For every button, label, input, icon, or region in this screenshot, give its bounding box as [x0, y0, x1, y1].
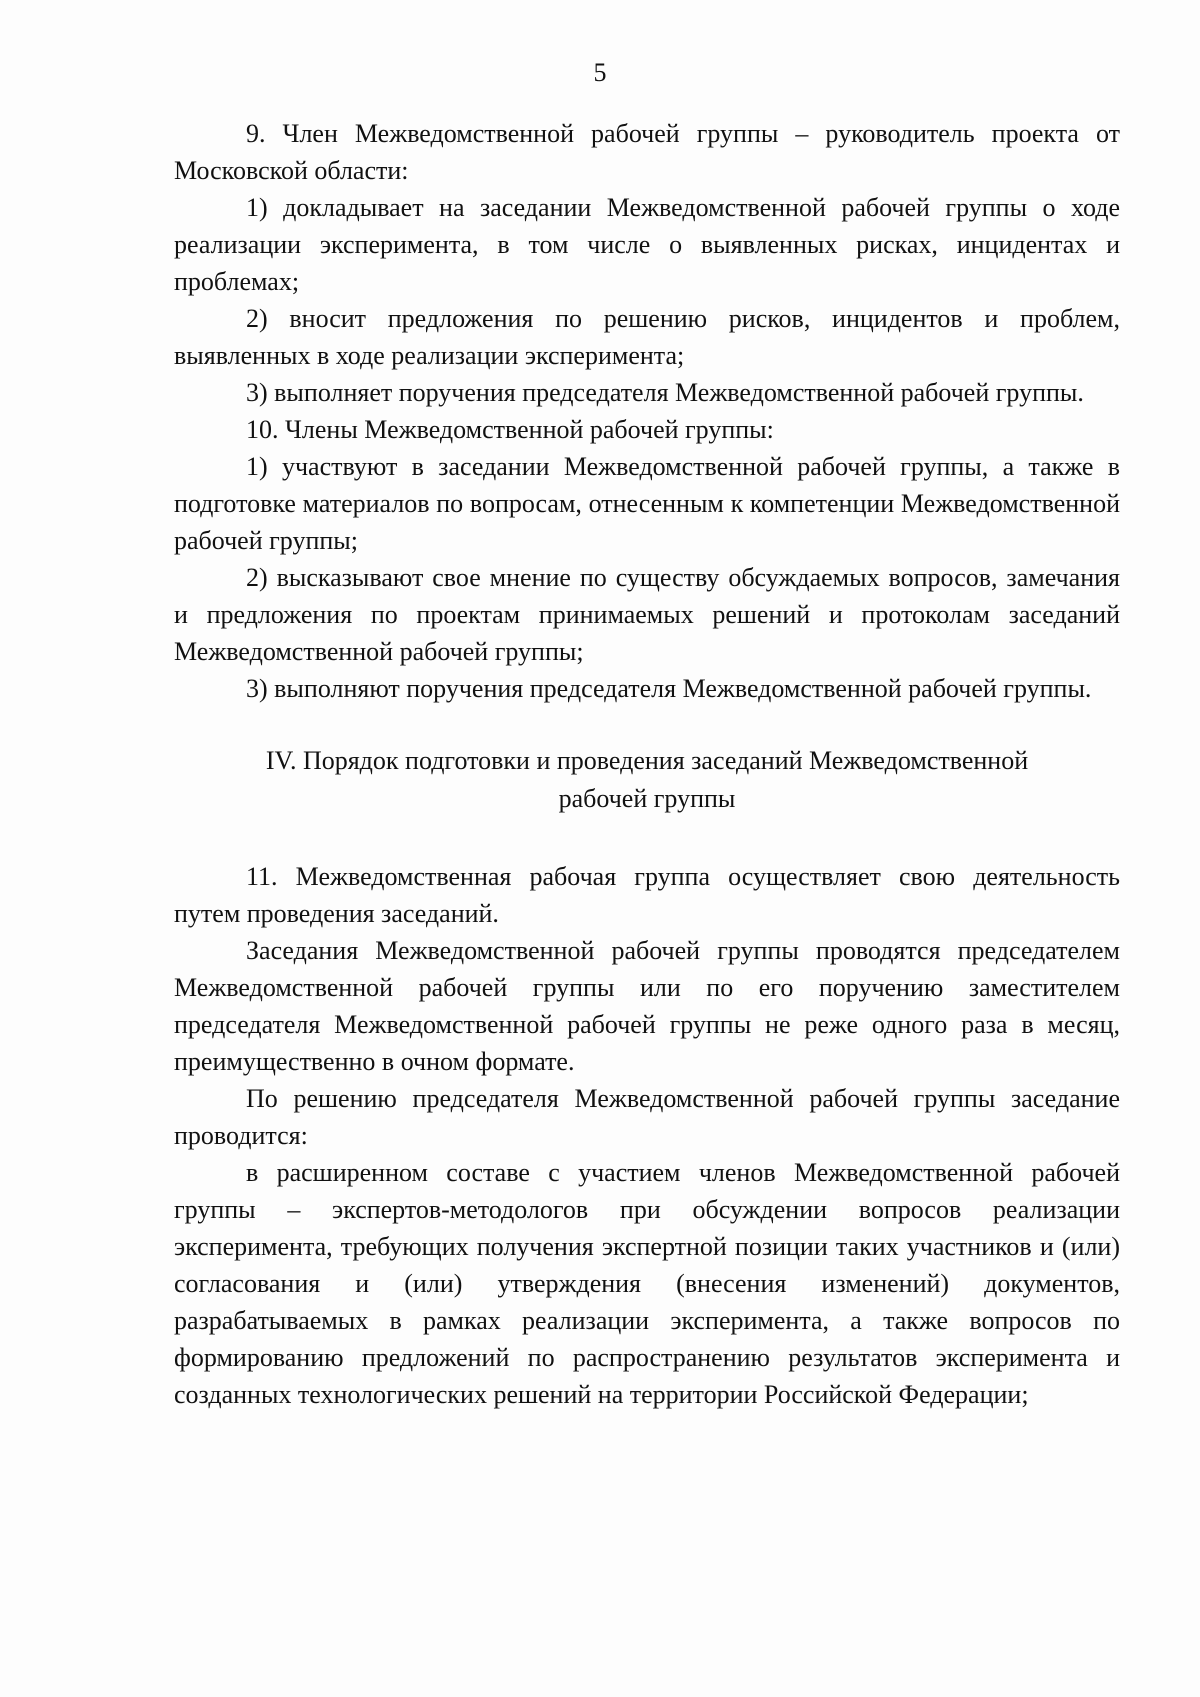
section-heading-line-1: IV. Порядок подготовки и проведения заседаний Межведомственной: [265, 746, 1029, 775]
section-heading: [174, 742, 1120, 818]
paragraph-11: 11. Межведомственная рабочая группа осуществляет свою деятельность путем проведения заседаний.: [174, 862, 1120, 928]
paragraph-10-item-1: 1) участвуют в заседании Межведомственной рабочей группы, а также в подготовке материалов по вопросам, отнесенным к компетенции Межведомственной рабочей группы;: [174, 452, 1120, 555]
paragraph-9-item-1: 1) докладывает на заседании Межведомственной рабочей группы о ходе реализации эксперимента, в том числе о выявленных рисках, инцидентах и проблемах;: [174, 193, 1120, 296]
paragraph-11-decision: По решению председателя Межведомственной рабочей группы заседание проводится:: [174, 1084, 1120, 1150]
paragraph-9: 9. Член Межведомственной рабочей группы – руководитель проекта от Московской области:: [174, 119, 1120, 185]
paragraph-9-item-2: 2) вносит предложения по решению рисков, инцидентов и проблем, выявленных в ходе реализации эксперимента;: [174, 304, 1120, 370]
document-body: [174, 115, 1120, 1413]
paragraph-10: 10. Члены Межведомственной рабочей группы:: [246, 415, 774, 444]
paragraph-10-item-3: 3) выполняют поручения председателя Межведомственной рабочей группы.: [246, 674, 1092, 703]
paragraph-10-item-2: 2) высказывают свое мнение по существу обсуждаемых вопросов, замечания и предложения по проектам принимаемых решений и протоколам заседаний Межведомственной рабочей группы;: [174, 563, 1120, 666]
page-number: 5: [593, 58, 607, 87]
paragraph-11-meetings: Заседания Межведомственной рабочей группы проводятся председателем Межведомственной рабочей группы или по его поручению заместителем председателя Межведомственной рабочей группы не реже одного раза в месяц, преимущественно в очном формате.: [174, 936, 1120, 1076]
paragraph-11-extended: в расширенном составе с участием членов Межведомственной рабочей группы – экспертов-методологов при обсуждении вопросов реализации эксперимента, требующих получения экспертной позиции таких участников и (или) согласования и (или) утверждения (внесения изменений) документов, разрабатываемых в рамках реализации эксперимента, а также вопросов по формированию предложений по распространению результатов эксперимента и созданных технологических решений на территории Российской Федерации;: [174, 1158, 1120, 1409]
section-heading-line-2: рабочей группы: [558, 784, 736, 813]
paragraph-9-item-3: 3) выполняет поручения председателя Межведомственной рабочей группы.: [246, 378, 1084, 407]
